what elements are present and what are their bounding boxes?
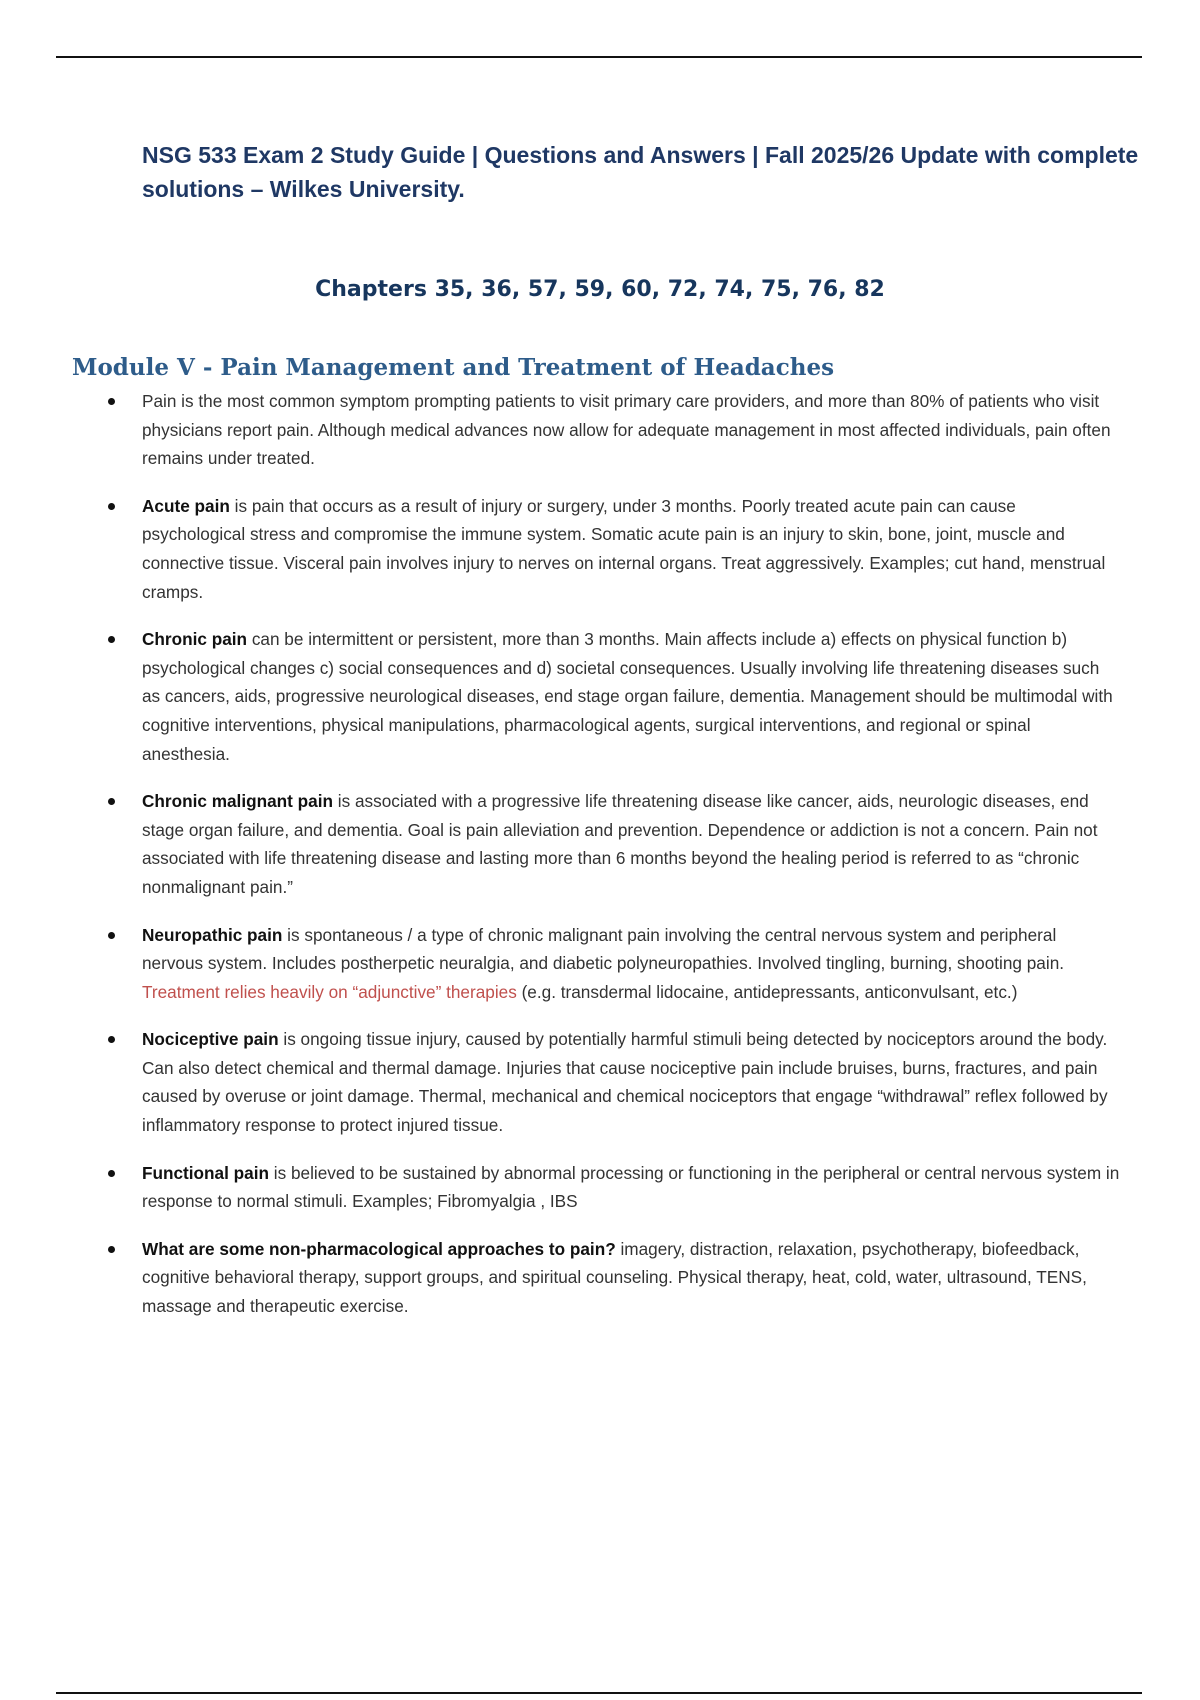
list-item [142,492,1122,606]
bullet-text: is spontaneous / a type of chronic malignant pain involving the central nervous system and peripheral nervous system. Includes postherpetic neuralgia, and diabetic polyneuropathies. Involved tingling, burning, shooting pain. [142,924,1065,974]
chapters-heading: Chapters 35, 36, 57, 59, 60, 72, 74, 75, 76, 82 [315,277,885,302]
top-divider [56,56,1142,58]
list-item [142,625,1122,768]
bullet-icon [108,932,115,939]
list-item [142,921,1122,1007]
highlighted-text: Treatment relies heavily on “adjunctive” therapies [142,981,517,1002]
bullet-text: is associated with a progressive life threatening disease like cancer, aids, neurologic diseases, end stage organ failure, and dementia. Goal is pain alleviation and prevention. Dependence or addiction is not a concern. Pain not associated with life threatening disease and lasting more than 6 months beyond the healing period is referred to as “chronic nonmalignant pain.” [142,791,1098,897]
bullet-term: What are some non-pharmacological approaches to pain? [142,1238,616,1259]
bullet-icon [108,398,115,405]
bullet-term: Acute pain [142,495,230,516]
bullet-term: Chronic malignant pain [142,791,333,812]
bullet-text: is ongoing tissue injury, caused by potentially harmful stimuli being detected by nociceptors around the body. Can also detect chemical and thermal damage. Injuries that cause nociceptive pain include bruises, burns, fractures, and pain caused by overuse or joint damage. Thermal, mechanical and chemical nociceptors that engage “withdrawal” reflex followed by inflammatory response to protect injured tissue. [142,1029,1108,1136]
list-item [142,1159,1122,1216]
list-item [142,1025,1122,1139]
bullet-text: imagery, distraction, relaxation, psychotherapy, biofeedback, cognitive behavioral therapy, support groups, and spiritual counseling. Physical therapy, heat, cold, water, ultrasound, TENS, massage and therapeutic exercise. [142,1238,1087,1317]
bottom-divider [56,1692,1142,1694]
list-item [142,387,1122,473]
bullet-icon [108,1246,115,1253]
module-heading: Module V - Pain Management and Treatment of Headaches [72,354,835,381]
bullet-list [142,387,1122,1340]
bullet-icon [108,798,115,805]
bullet-term: Nociceptive pain [142,1029,279,1050]
bullet-text: is believed to be sustained by abnormal processing or functioning in the peripheral or central nervous system in response to normal stimuli. Examples; Fibromyalgia , IBS [142,1162,1120,1212]
list-item [142,1235,1122,1321]
bullet-text: Pain is the most common symptom prompting patients to visit primary care providers, and more than 80% of patients who visit physicians report pain. Although medical advances now allow for adequate management in most affected individuals, pain often remains under treated. [142,391,1111,469]
bullet-text: can be intermittent or persistent, more than 3 months. Main affects include a) effects on physical function b) psychological changes c) social consequences and d) societal consequences. Usually involving life threatening diseases such as cancers, aids, progressive neurological diseases, end stage organ failure, dementia. Management should be multimodal with cognitive interventions, physical manipulations, pharmacological agents, surgical interventions, and regional or spinal anesthesia. [142,629,1113,764]
bullet-text-after: (e.g. transdermal lidocaine, antidepressants, anticonvulsant, etc.) [516,981,1018,1002]
bullet-term: Chronic pain [142,629,248,650]
bullet-text: is pain that occurs as a result of injury or surgery, under 3 months. Poorly treated acute pain can cause psychological stress and compromise the immune system. Somatic acute pain is an injury to skin, bone, joint, muscle and connective tissue. Visceral pain involves injury to nerves on internal organs. Treat aggressively. Examples; cut hand, menstrual cramps. [142,495,1106,602]
list-item [142,787,1122,901]
bullet-icon [108,1036,115,1043]
bullet-term: Functional pain [142,1162,269,1183]
bullet-icon [108,503,115,510]
bullet-icon [108,1170,115,1177]
bullet-icon [108,636,115,643]
document-title: NSG 533 Exam 2 Study Guide | Questions and Answers | Fall 2025/26 Update with complete solutions – Wilkes University. [142,142,1139,202]
bullet-term: Neuropathic pain [142,924,283,945]
